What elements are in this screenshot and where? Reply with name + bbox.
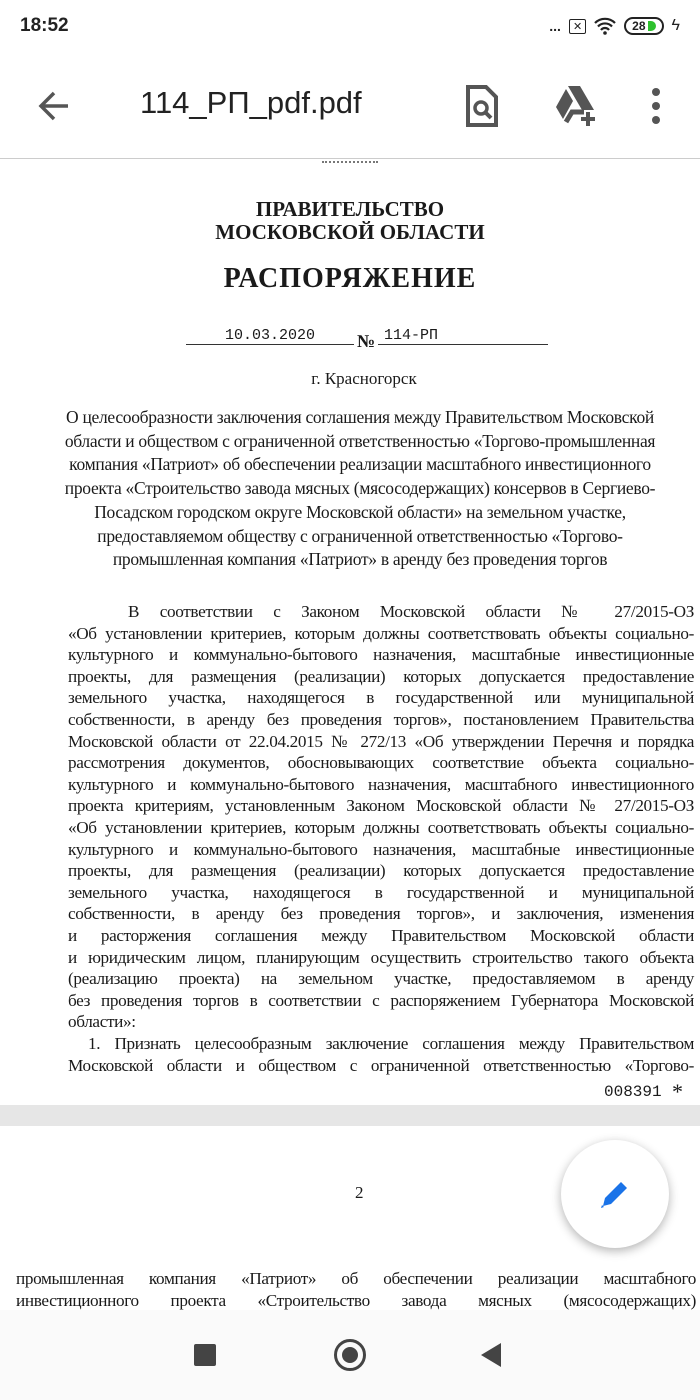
title-line: области и обществом с ограниченной ответственностью «Торгово-промышленная xyxy=(64,430,656,451)
number-sign: № xyxy=(357,331,376,351)
charging-icon: ϟ xyxy=(671,17,680,34)
document-type-heading: РАСПОРЯЖЕНИЕ xyxy=(223,263,477,294)
body-line: области»: xyxy=(68,1012,136,1032)
document-city: г. Красногорск xyxy=(311,369,417,388)
body-line: Московской области от 22.04.2015 № 272/13 «Об утверждении Перечня и порядка xyxy=(68,731,694,751)
title-line: Посадском городском округе Московской области» на земельном участке, xyxy=(94,501,626,522)
app-bar xyxy=(0,52,700,158)
recents-button[interactable] xyxy=(194,1344,216,1366)
title-line: проекта «Строительство завода мясных (мясосодержащих) консервов в Сергиево- xyxy=(64,478,656,499)
back-arrow-icon[interactable] xyxy=(34,86,74,126)
body-line: собственности, в аренду без проведения торгов», и заключения, изменения xyxy=(68,904,694,924)
title-line: О целесообразности заключения соглашения между Правительством Московской xyxy=(66,407,654,427)
battery-icon xyxy=(624,17,663,35)
battery-level: 28 xyxy=(632,19,646,33)
pencil-icon xyxy=(595,1174,635,1214)
body-line: рассмотрения документов, обосновывающих соответствие объекта социально- xyxy=(68,753,694,773)
body-line: земельного участка, находящегося в государственной или муниципальной xyxy=(68,688,694,708)
body-line: и юридическим лицом, планирующим осуществить строительство такого объекта xyxy=(68,947,694,967)
document-number: 114-РП xyxy=(378,327,548,345)
wifi-icon xyxy=(594,17,616,35)
system-navigation-bar xyxy=(0,1310,700,1400)
back-button[interactable] xyxy=(481,1343,501,1367)
title-line: промышленная компания «Патриот» в аренду без проведения торгов xyxy=(112,549,608,570)
body-line: без проведения торгов в соответствии с распоряжением Губернатора Московской xyxy=(68,990,694,1010)
body-line: собственности, в аренду без проведения торгов», постановлением Правительства xyxy=(68,710,694,729)
title-line: компания «Патриот» об обеспечении реализации масштабного инвестиционного xyxy=(69,454,651,475)
body-line: культурного и коммунально-бытового назначения, масштабные инвестиционные xyxy=(68,839,694,859)
body-line: проекты, для размещения (реализации) которых допускается предоставление xyxy=(68,666,694,686)
government-name-line2: МОСКОВСКОЙ ОБЛАСТИ xyxy=(215,220,485,244)
status-time: 18:52 xyxy=(20,15,69,36)
serial-number: 008391 xyxy=(604,1083,662,1101)
body-line: проекты, для размещения (реализации) которых допускается предоставление xyxy=(68,861,694,881)
pdf-viewer[interactable] xyxy=(0,158,700,1310)
serial-mark: * xyxy=(672,1079,683,1104)
edit-button[interactable] xyxy=(561,1140,669,1248)
more-options-icon[interactable] xyxy=(636,84,676,128)
government-name-line1: ПРАВИТЕЛЬСТВО xyxy=(255,197,445,221)
body-line: инвестиционного проекта «Строительство завода мясных (мясосодержащих) xyxy=(16,1290,696,1310)
status-bar xyxy=(0,0,700,52)
body-line: и расторжения соглашения между Правительством Московской области xyxy=(68,926,694,945)
body-line: «Об установлении критериев, которым должны соответствовать объекты социально- xyxy=(68,623,694,643)
more-notifications-icon: ... xyxy=(549,18,561,34)
home-button[interactable] xyxy=(334,1339,366,1371)
body-line: 1. Признать целесообразным заключение соглашения между Правительством xyxy=(88,1034,694,1053)
title-line: предоставляемом обществу с ограниченной ответственностью «Торгово- xyxy=(97,525,623,546)
file-title: 114_РП_pdf.pdf xyxy=(140,85,362,120)
body-line: культурного и коммунально-бытового назначения, масштабные инвестиционные xyxy=(68,645,694,665)
body-line: (реализацию проекта) на земельном участке, предоставляемом в аренду xyxy=(68,969,694,989)
find-in-document-icon[interactable] xyxy=(462,84,502,128)
page-number: 2 xyxy=(355,1183,364,1202)
no-sim-icon: ✕ xyxy=(569,19,586,34)
body-line: «Об установлении критериев, которым должны соответствовать объекты социально- xyxy=(68,818,694,837)
coat-of-arms-emblem xyxy=(322,158,378,163)
pdf-page-1 xyxy=(0,159,700,1105)
body-line: культурного и коммунально-бытового назначения, масштабного инвестиционного xyxy=(68,774,694,794)
add-to-drive-icon[interactable] xyxy=(552,84,598,128)
body-line: земельного участка, находящегося в государственной и муниципальной xyxy=(68,882,694,902)
document-date: 10.03.2020 xyxy=(186,327,354,345)
body-line: проекта критериям, установленным Законом Московской области № 27/2015-ОЗ xyxy=(68,796,694,816)
body-line: Московской области и обществом с ограниченной ответственностью «Торгово- xyxy=(68,1055,694,1075)
body-line: В соответствии с Законом Московской области № 27/2015-ОЗ xyxy=(128,602,694,621)
body-line: промышленная компания «Патриот» об обеспечении реализации масштабного xyxy=(16,1269,696,1288)
